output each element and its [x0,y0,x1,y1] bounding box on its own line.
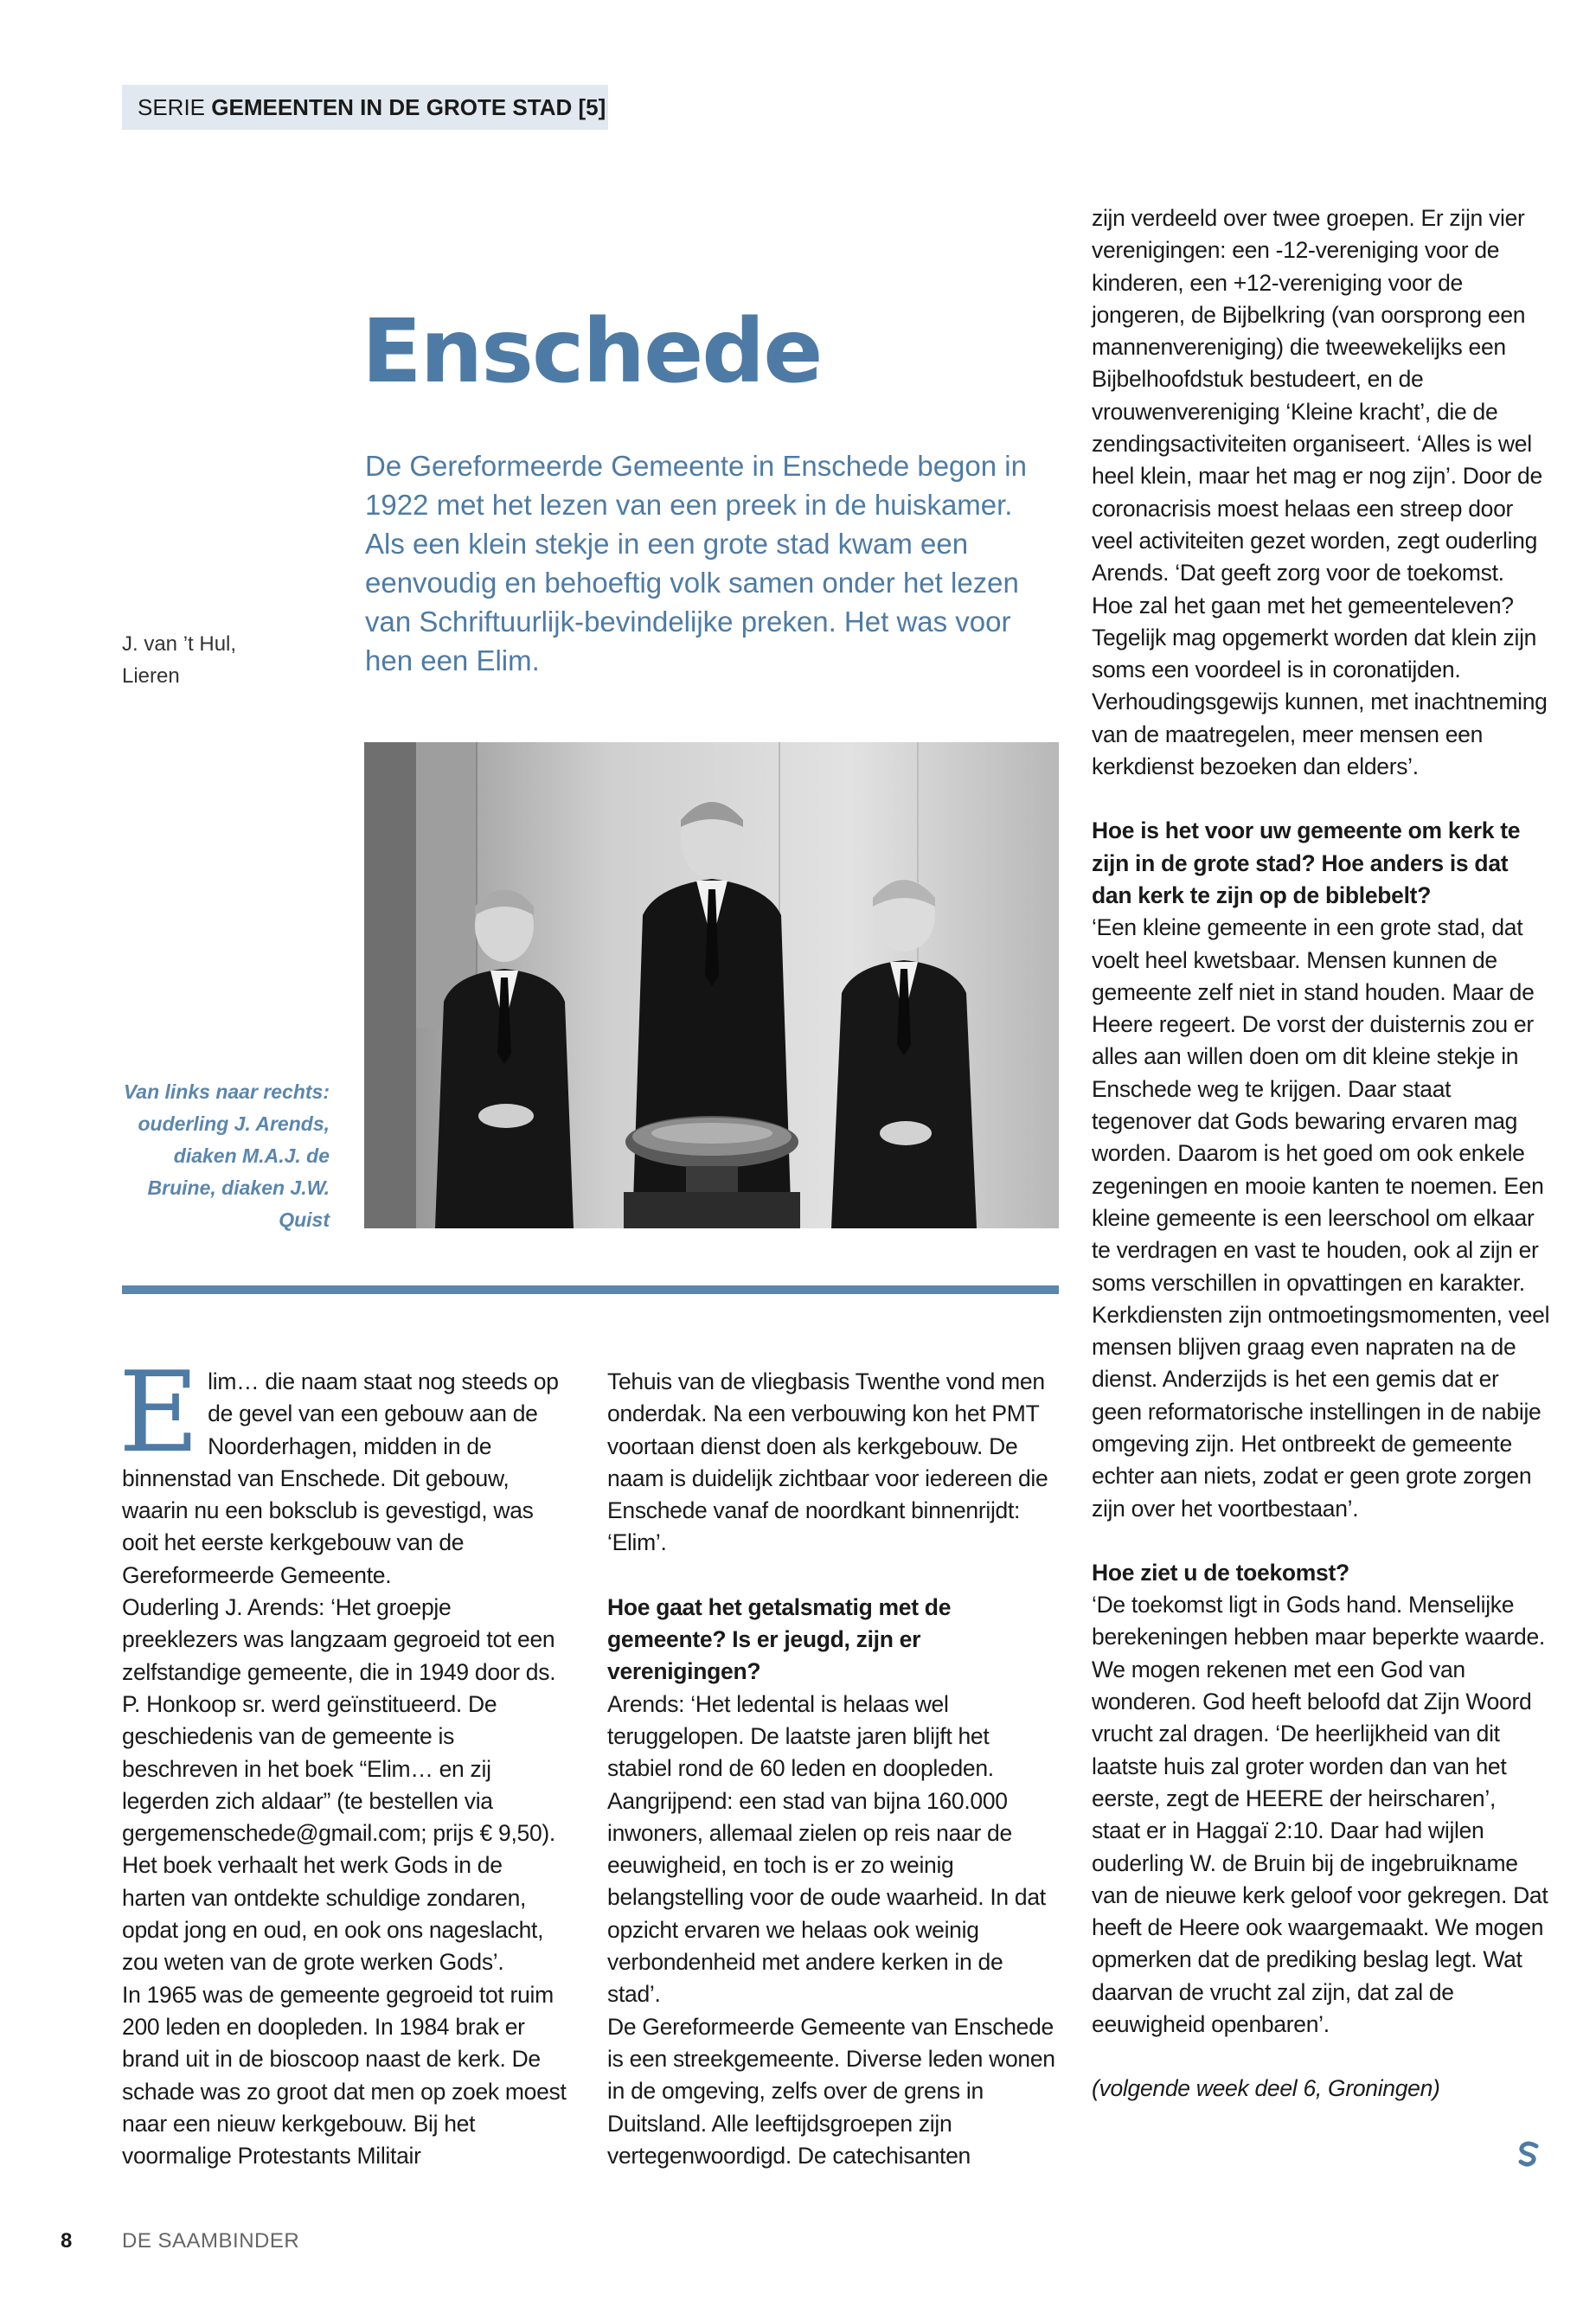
answer-3: ‘De toekomst ligt in Gods hand. Menselijke berekeningen hebben maar beperkte waarde. We mogen rekenen met een God van wonderen. God heeft beloofd dat Zijn Woord vrucht zal dragen. ‘De heerlijkheid van dit laatste huis zal groter worden dan van het eerste, zegt de HEERE der heirscharen’, staat er in Haggaï 2:10. Daar had wijlen ouderling W. de Bruin bij de ingebruikname van de nieuwe kerk geloof voor gekregen. Dat heeft de Heere ook waargemaakt. We mogen opmerken dat de prediking beslag legt. Wat daarvan de vrucht zal zijn, dat zal de eeuwigheid openbaren’. [1092,1592,1548,2038]
drop-cap: E [119,1349,200,1477]
magazine-name: DE SAAMBINDER [122,2229,300,2253]
question-2: Hoe is het voor uw gemeente om kerk te zijn in de grote stad? Hoe anders is dat dan kerk te zijn op de biblebelt? [1092,817,1521,908]
paragraph-new-building: Tehuis van de vliegbasis Twenthe vond men onderdak. Na een verbouwing kon het PMT voortaan dienst doen als kerkgebouw. De naam is duidelijk zichtbaar voor iedereen die Enschede vanaf de noordkant binnenrijdt: ‘Elim’. [607,1368,1048,1556]
next-week-note: (volgende week deel 6, Groningen) [1092,2075,1440,2102]
spacer [607,1560,1057,1592]
section-divider [122,1285,1059,1294]
spacer [1092,783,1550,815]
body-column-2 [607,1366,1057,2172]
body-column-1 [119,1349,572,2172]
author-byline [122,628,236,692]
question-3: Hoe ziet u de toekomst? [1092,1559,1349,1586]
paragraph-history: Ouderling J. Arends: ‘Het groepje preeklezers was langzaam gegroeid tot een zelfstandige gemeente, die in 1949 door ds. P. Honkoop sr. werd geïnstitueerd. De geschiedenis van de gemeente is beschreven in het boek “Elim… en zij legerden zich aldaar” (te bestellen via gergemenschede@gmail.com; prijs € 9,50). Het boek verhaalt het werk Gods in de harten van ontdekte schuldige zondaren, opdat jong en oud, en ook ons nageslacht, zou weten van de grote werken Gods’. [122,1594,556,1976]
photo-illustration [364,742,1059,1228]
answer-1: Arends: ‘Het ledental is helaas wel teruggelopen. De laatste jaren blijft het stabiel rond de 60 leden en doopleden. Aangrijpend: een stad van bijna 160.000 inwoners, allemaal zielen op reis naar de eeuwigheid, en toch is er zo weinig belangstelling voor de oude waarheid. In dat opzicht ervaren we helaas ook weinig verbondenheid met andere kerken in de stad’. [607,1690,1046,2008]
saambinder-logo-icon [1517,2141,1540,2167]
photo-caption: Van links naar rechts: ouderling J. Arends, diaken M.A.J. de Bruine, diaken J.W. Quist [123,1080,330,1231]
article-lead: De Gereformeerde Gemeente in Enschede begon in 1922 met het lezen van een preek in de huiskamer. Als een klein stekje in een grote stad kwam een eenvoudig en behoeftig volk samen onder het lezen van Schriftuurlijk-bevindelijke preken. Het was voor hen een Elim. [365,450,1027,676]
paragraph-region: De Gereformeerde Gemeente van Enschede is een streekgemeente. Diverse leden wonen in de omgeving, zelfs over de grens in Duitsland. Alle leeftijdsgroepen zijn vertegenwoordigd. De catechisanten [607,2013,1055,2169]
author-location: Lieren [122,664,180,688]
page-number: 8 [61,2229,73,2253]
series-prefix: SERIE [138,94,206,120]
spacer [1092,1525,1550,1557]
article-title: Enschede [362,300,822,403]
answer-2: ‘Een kleine gemeente in een grote stad, dat voelt heel kwetsbaar. Mensen kunnen de gemeente zelf niet in stand houden. Maar de Heere regeert. De vorst der duisternis zou er alles aan willen doen om dit kleine stekje in Enschede weg te krijgen. Daar staat tegenover dat Gods bewaring ervaren mag worden. Daarom is het goed om ook enkele zegeningen en mooie kanten te noemen. Een kleine gemeente is een leerschool om elkaar te verdragen en vast te houden, ook al zijn er soms verschillen in opvattingen en karakter. Kerkdiensten zijn ontmoetingsmomenten, veel mensen blijven graag even napraten na de dienst. Anderzijds is het een gemis dat er geen reformatorische instellingen in de nabije omgeving zijn. Het ontbreekt de gemeente echter aan niets, zodat er geen grote zorgen zijn over het voortbestaan’. [1092,914,1550,1522]
question-1: Hoe gaat het getalsmatig met de gemeente? Is er jeugd, zijn er verenigingen? [607,1593,952,1685]
intro-paragraph [119,1349,572,1592]
intro-text: lim… die naam staat nog steeds op de gevel van een gebouw aan de Noorderhagen, midden in de binnenstad van Enschede. Dit gebouw, waarin nu een boksclub is gevestigd, was ooit het eerste kerkgebouw van de Gereformeerde Gemeente. [122,1368,559,1588]
spacer [1092,2041,1550,2073]
paragraph-societies: zijn verdeeld over twee groepen. Er zijn vier verenigingen: een -12-vereniging voor de kinderen, een +12-vereniging voor de jongeren, de Bijbelkring (van oorsprong een mannenvereniging) die tweewekelijks een Bijbelhoofdstuk bestudeert, en de vrouwenvereniging ‘Kleine kracht’, die de zendingsactiviteiten organiseert. ‘Alles is wel heel klein, maar het mag er nog zijn’. Door de coronacrisis moest helaas een streep door veel activiteiten gezet worden, zegt ouderling Arends. ‘Dat geeft zorg voor de toekomst. Hoe zal het gaan met het gemeenteleven? Tegelijk mag opgemerkt worden dat klein zijn soms een voordeel is in coronatijden. Verhoudingsgewijs kunnen, met inachtneming van de maatregelen, meer mensen een kerkdienst bezoeken dan elders’. [1092,205,1548,780]
series-tag [122,85,608,130]
article-photo [364,742,1059,1228]
series-title: GEMEENTEN IN DE GROTE STAD [5] [211,94,606,120]
body-column-3 [1092,202,1550,2106]
paragraph-fire: In 1965 was de gemeente gegroeid tot ruim 200 leden en doopleden. In 1984 brak er brand uit in de bioscoop naast de kerk. De schade was zo groot dat men op zoek moest naar een nieuw kerkgebouw. Bij het voormalige Protestants Militair [122,1981,567,2170]
author-name: J. van ’t Hul, [122,632,237,656]
